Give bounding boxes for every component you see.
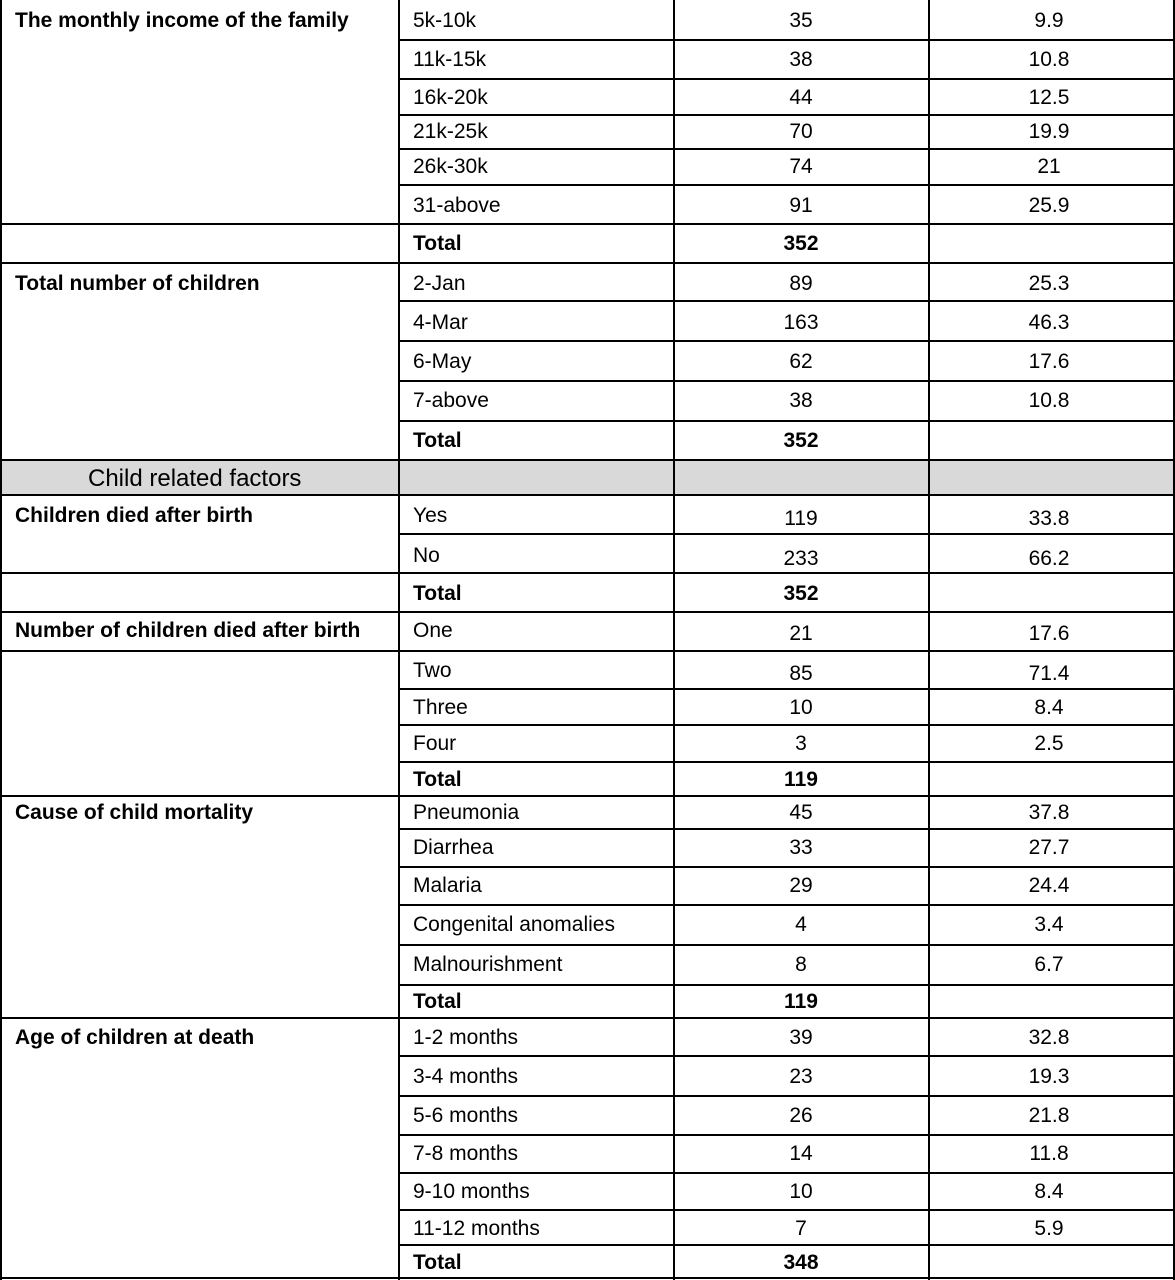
category-cell: 1-2 months <box>413 1026 519 1049</box>
row-divider <box>398 724 1175 726</box>
category-cell: 3-4 months <box>413 1065 519 1088</box>
row-divider <box>398 1244 1175 1246</box>
percent-cell: 24.4 <box>1028 874 1070 897</box>
frequency-cell: 163 <box>783 311 819 334</box>
percent-cell: 2.5 <box>1034 732 1064 755</box>
row-divider <box>398 688 1175 690</box>
frequency-cell: 70 <box>789 120 813 143</box>
frequency-cell: 26 <box>789 1104 813 1127</box>
frequency-cell: 33 <box>789 836 813 859</box>
frequency-cell: 3 <box>795 732 807 755</box>
total-frequency-cell: 352 <box>783 232 819 255</box>
row-divider <box>398 39 1175 41</box>
frequency-cell: 85 <box>789 662 813 685</box>
category-cell: 31-above <box>413 194 501 217</box>
factor-label: Cause of child mortality <box>15 801 254 824</box>
category-cell: One <box>413 619 453 642</box>
frequency-cell: 8 <box>795 953 807 976</box>
row-divider <box>398 1134 1175 1136</box>
percent-cell: 11.8 <box>1029 1142 1069 1165</box>
total-label: Total <box>413 232 462 255</box>
frequency-cell: 38 <box>789 48 813 71</box>
frequency-cell: 38 <box>789 389 813 412</box>
row-divider <box>398 300 1175 302</box>
row-divider <box>398 533 1175 535</box>
category-cell: 5k-10k <box>413 9 477 32</box>
category-cell: 11-12 months <box>413 1217 540 1240</box>
frequency-cell: 35 <box>789 9 813 32</box>
category-cell: Malaria <box>413 874 482 897</box>
row-divider <box>398 761 1175 763</box>
percent-cell: 66.2 <box>1028 547 1070 570</box>
category-cell: Diarrhea <box>413 836 494 859</box>
frequency-cell: 14 <box>789 1142 813 1165</box>
row-divider <box>398 866 1175 868</box>
row-divider <box>0 611 1175 613</box>
category-cell: Yes <box>413 504 448 527</box>
row-divider <box>398 148 1175 150</box>
row-divider <box>398 1172 1175 1174</box>
percent-cell: 33.8 <box>1028 507 1070 530</box>
frequency-cell: 44 <box>789 86 813 109</box>
percent-cell: 12.5 <box>1028 86 1070 109</box>
percent-cell: 8.4 <box>1034 696 1064 719</box>
total-label: Total <box>413 768 462 791</box>
category-cell: Pneumonia <box>413 801 520 824</box>
row-divider <box>398 944 1175 946</box>
total-label: Total <box>413 582 462 605</box>
row-divider <box>0 262 1175 264</box>
total-label: Total <box>413 1251 462 1274</box>
row-divider <box>398 340 1175 342</box>
percent-cell: 8.4 <box>1034 1180 1064 1203</box>
factor-label: Total number of children <box>15 272 260 295</box>
percent-cell: 46.3 <box>1028 311 1070 334</box>
frequency-cell: 233 <box>783 547 819 570</box>
percent-cell: 21 <box>1037 155 1061 178</box>
percent-cell: 19.3 <box>1028 1065 1070 1088</box>
total-label: Total <box>413 990 462 1013</box>
category-cell: 9-10 months <box>413 1180 530 1203</box>
category-cell: 16k-20k <box>413 86 488 109</box>
factor-label: Number of children died after birth <box>15 619 361 642</box>
percent-cell: 9.9 <box>1034 9 1064 32</box>
table-border-bottom <box>0 1277 1175 1279</box>
percent-cell: 6.7 <box>1034 953 1064 976</box>
row-divider <box>398 380 1175 382</box>
frequency-cell: 10 <box>789 696 813 719</box>
row-divider <box>398 114 1175 116</box>
row-divider <box>398 1095 1175 1097</box>
factor-label: Children died after birth <box>15 504 254 527</box>
category-cell: 11k-15k <box>413 48 487 71</box>
row-divider <box>398 828 1175 830</box>
section-title: Child related factors <box>88 465 302 492</box>
category-cell: Three <box>413 696 468 719</box>
frequency-cell: 10 <box>789 1180 813 1203</box>
row-divider <box>0 795 1175 797</box>
total-frequency-cell: 352 <box>783 582 819 605</box>
row-divider <box>398 1209 1175 1211</box>
column-divider-category <box>398 0 400 1280</box>
frequency-cell: 119 <box>784 507 818 530</box>
category-cell: No <box>413 544 440 567</box>
category-cell: Four <box>413 732 457 755</box>
category-cell: 5-6 months <box>413 1104 519 1127</box>
percent-cell: 25.3 <box>1028 272 1070 295</box>
frequency-cell: 4 <box>795 913 807 936</box>
category-cell: 21k-25k <box>413 120 488 143</box>
row-divider <box>398 78 1175 80</box>
category-cell: 6-May <box>413 350 472 373</box>
category-cell: 4-Mar <box>413 311 468 334</box>
frequency-cell: 21 <box>789 622 813 645</box>
percent-cell: 10.8 <box>1028 389 1070 412</box>
row-divider <box>0 1017 1175 1019</box>
factor-label: Age of children at death <box>15 1026 255 1049</box>
factor-label: The monthly income of the family <box>15 9 349 32</box>
frequency-cell: 7 <box>795 1217 807 1240</box>
total-frequency-cell: 352 <box>783 429 819 452</box>
category-cell: 2-Jan <box>413 272 466 295</box>
percent-cell: 10.8 <box>1028 48 1070 71</box>
row-divider <box>0 650 1175 652</box>
percent-cell: 3.4 <box>1034 913 1064 936</box>
row-divider <box>0 223 1175 225</box>
row-divider <box>0 459 1175 461</box>
percent-cell: 5.9 <box>1034 1217 1064 1240</box>
percent-cell: 17.6 <box>1028 350 1070 373</box>
percent-cell: 37.8 <box>1028 801 1070 824</box>
frequency-cell: 23 <box>789 1065 813 1088</box>
row-divider <box>398 1055 1175 1057</box>
frequency-cell: 62 <box>789 350 813 373</box>
total-frequency-cell: 119 <box>784 990 818 1013</box>
category-cell: Congenital anomalies <box>413 913 615 936</box>
category-cell: 7-above <box>413 389 489 412</box>
row-divider <box>398 184 1175 186</box>
category-cell: 7-8 months <box>413 1142 519 1165</box>
table-border-left <box>0 0 2 1280</box>
percent-cell: 21.8 <box>1028 1104 1070 1127</box>
total-label: Total <box>413 429 462 452</box>
frequency-cell: 29 <box>789 874 813 897</box>
row-divider <box>398 904 1175 906</box>
row-divider <box>0 494 1175 496</box>
percent-cell: 27.7 <box>1028 836 1070 859</box>
frequency-cell: 91 <box>789 194 813 217</box>
frequency-cell: 89 <box>789 272 813 295</box>
category-cell: Malnourishment <box>413 953 563 976</box>
percent-cell: 19.9 <box>1028 120 1070 143</box>
category-cell: 26k-30k <box>413 155 488 178</box>
total-frequency-cell: 119 <box>784 768 818 791</box>
percent-cell: 25.9 <box>1028 194 1070 217</box>
percent-cell: 71.4 <box>1028 662 1070 685</box>
row-divider <box>398 420 1175 422</box>
row-divider <box>398 984 1175 986</box>
category-cell: Two <box>413 659 452 682</box>
percent-cell: 32.8 <box>1028 1026 1070 1049</box>
frequency-cell: 45 <box>789 801 813 824</box>
percent-cell: 17.6 <box>1028 622 1070 645</box>
frequency-cell: 39 <box>789 1026 813 1049</box>
total-frequency-cell: 348 <box>783 1251 819 1274</box>
row-divider <box>0 572 1175 574</box>
frequency-cell: 74 <box>789 155 813 178</box>
